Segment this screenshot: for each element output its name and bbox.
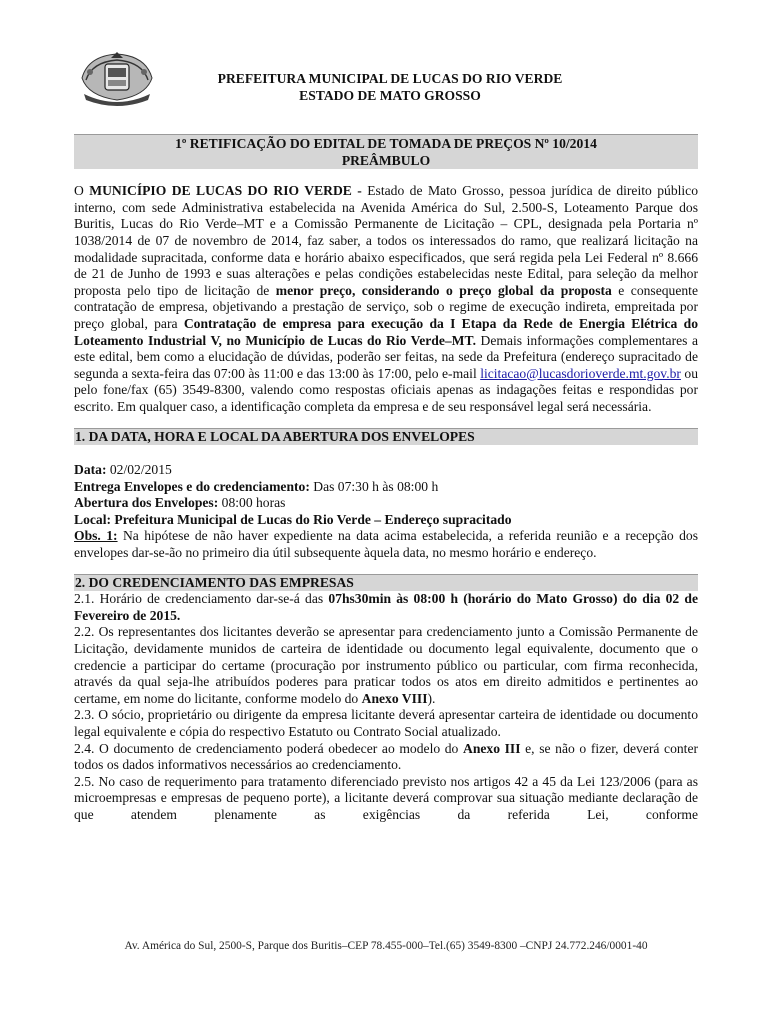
local-line: Local: Prefeitura Municipal de Lucas do Rio Verde – Endereço supracitado xyxy=(74,511,512,527)
municipal-coat-of-arms-icon xyxy=(78,50,156,106)
document-header xyxy=(150,70,630,104)
data-line: Data: 02/02/2015 xyxy=(74,462,172,478)
document-body xyxy=(74,134,698,824)
text-run: Demais informações complementares a este edital, bem como a elucidação de dúvidas, poderão ser feitas, na sede da Prefeitura (endereço supracitado de segunda a sexta-feira das 07:00 às 11:00 e das 13:00 às 17:00, pelo e-mail xyxy=(74,332,698,381)
section-2-heading: 2. DO CREDENCIAMENTO DAS EMPRESAS xyxy=(74,574,698,592)
bold-run: Contratação de empresa para execução da I Etapa da Rede de Energia Elétrica do Loteamento Industrial V, no Município de Lucas do Rio Verde–MT. xyxy=(74,315,698,348)
header-title: PREFEITURA MUNICIPAL DE LUCAS DO RIO VERDE xyxy=(217,71,563,86)
clause-2-2: 2.2. Os representantes dos licitantes deverão se apresentar para credenciamento junto a Comissão Permanente de Licitação, devidamente munidos de carteira de identidade ou documento legal equivalente, documento que o credencie a participar do certame (procuração por instrumento público ou particular, com firma reconhecida, através da qual seja-lhe atribuídos poderes para praticar todos os atos em direito admitidos e pertinentes ao certame, em nome do licitante, conforme modelo do Anexo VIII). xyxy=(74,624,698,706)
text-run: Estado de Mato Grosso, pessoa jurídica de direito público interno, com sede Administrativa estabelecida na Avenida América do Sul, 2.500-S, Loteamento Parque dos Buritis, Lucas do Rio Verde–MT e a Comissão Permanente de Licitação – CPL, designada pela Portaria nº 1038/2014 de 07 de novembro de 2014, faz saber, a todos os interessados do ramo, que realizará licitação na modalidade supracitada, conforme data e horário abaixo especificados, que será regida pela Lei Federal nº 8.666 de 21 de Junho de 1993 e suas alterações e pelas condições estabelecidas neste Edital, para seleção da melhor proposta pelo tipo de licitação de xyxy=(74,183,699,298)
section-1-heading: 1. DA DATA, HORA E LOCAL DA ABERTURA DOS ENVELOPES xyxy=(74,428,698,446)
bold-run: menor preço, considerando o preço global da proposta xyxy=(275,282,612,298)
abertura-line: Abertura dos Envelopes: 08:00 horas xyxy=(74,495,286,511)
preamble-paragraph xyxy=(74,183,698,415)
text-run: e consequente contratação de empresa, objetivando a prestação de serviço, sob o regime de execução indireta, empreitada por preço global, para xyxy=(74,282,698,331)
text-run: O xyxy=(74,183,90,199)
edital-title: 1º RETIFICAÇÃO DO EDITAL DE TOMADA DE PREÇOS Nº 10/2014 xyxy=(175,136,597,151)
bold-run: MUNICÍPIO DE LUCAS DO RIO VERDE - xyxy=(89,183,362,199)
preamble-title: PREÂMBULO xyxy=(341,152,431,168)
header-subtitle: ESTADO DE MATO GROSSO xyxy=(299,88,481,103)
clause-2-4: 2.4. O documento de credenciamento poderá obedecer ao modelo do Anexo III e, se não o fizer, deverá conter todos os dados informativos necessários ao credenciamento. xyxy=(74,740,699,773)
email-link[interactable]: licitacao@lucasdorioverde.mt.gov.br xyxy=(480,365,681,381)
clause-2-3: 2.3. O sócio, proprietário ou dirigente da empresa licitante deverá apresentar carteira de identidade ou documento legal equivalente e cópia do respectivo Estatuto ou Contrato Social atualizado. xyxy=(74,707,698,739)
text-run: ou pelo fone/fax (65) 3549-8300, valendo como respostas oficiais apenas as indagações feitas e respondidas por escrito. Em qualquer caso, a identificação completa da empresa e de seu responsável legal será necessária. xyxy=(74,365,698,414)
page-footer: Av. América do Sul, 2500-S, Parque dos Buritis–CEP 78.455-000–Tel.(65) 3549-8300 –CNPJ 24.772.246/0001-40 xyxy=(124,940,648,952)
entrega-line: Entrega Envelopes e do credenciamento: Das 07:30 h às 08:00 h xyxy=(74,478,439,494)
clause-2-1: 2.1. Horário de credenciamento dar-se-á das 07hs30min às 08:00 h (horário do Mato Grosso) do dia 02 de Fevereiro de 2015. xyxy=(74,591,698,623)
edital-title-banner xyxy=(74,134,698,169)
clause-2-5: 2.5. No caso de requerimento para tratamento diferenciado previsto nos artigos 42 a 45 da Lei 123/2006 (para as microempresas e empresas de pequeno porte), a licitante deverá comprovar sua situação mediante declaração de que atendem plenamente as exigências da referida Lei, conforme xyxy=(74,773,698,822)
obs-paragraph: Obs. 1: Na hipótese de não haver expediente na data acima estabelecida, a referida reunião e a recepção dos envelopes dar-se-ão no primeiro dia útil subsequente àquela data, no mesmo horário e endereço. xyxy=(74,528,698,561)
